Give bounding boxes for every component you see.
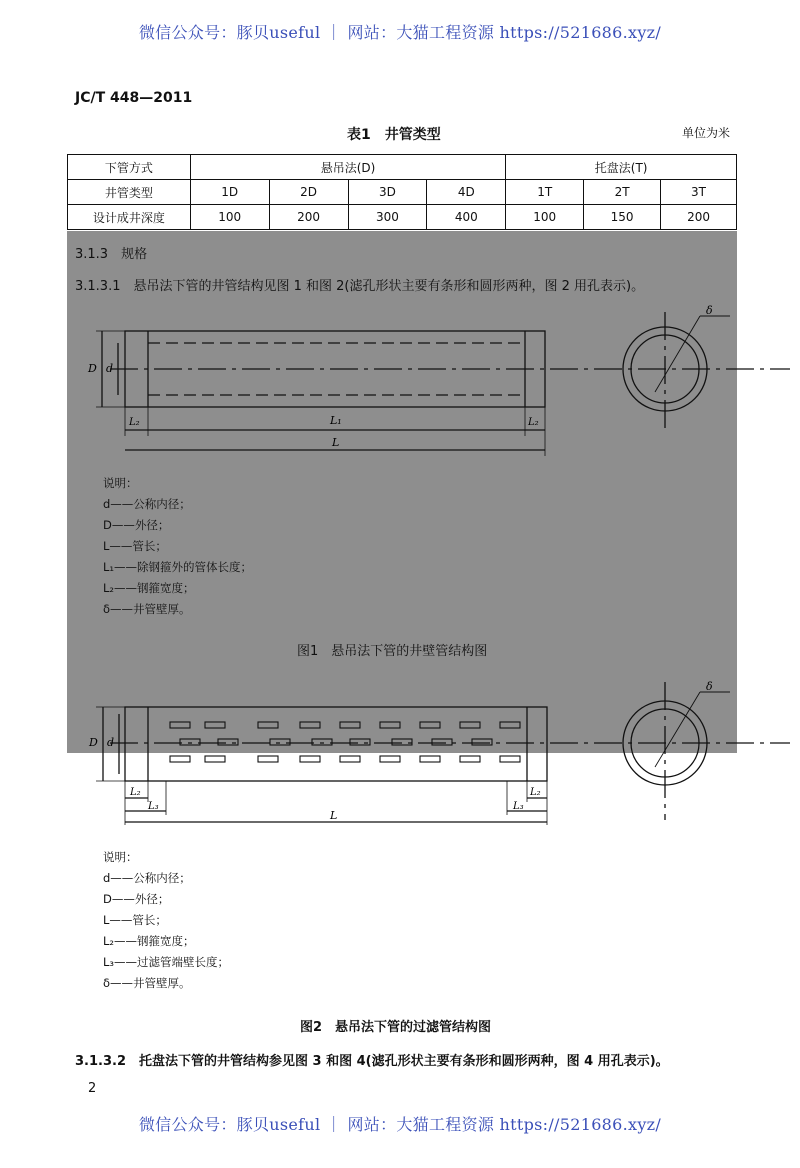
label-L1: L₁ [330,414,342,427]
table-cell: 100 [190,205,269,230]
table-cell: 200 [269,205,348,230]
filter-slot [460,756,480,762]
filter-slot [460,722,480,728]
note-line: L——管长； [103,913,167,927]
label-delta: δ [706,304,713,317]
filter-slot [205,722,225,728]
figure-2-notes [103,847,229,994]
table-cell: 100 [506,205,584,230]
filter-slot [420,756,440,762]
figure-2-drawing [0,670,800,835]
table-cell: 150 [584,205,661,230]
filter-slot [180,739,200,745]
filter-slot [170,756,190,762]
label-L2: L₂ [528,417,539,428]
note-line: 说明： [103,476,138,490]
note-line: L₂——钢箍宽度； [103,581,195,595]
section-3-1-3-1: 3.1.3.1 悬吊法下管的井管结构见图 1 和图 2(滤孔形状主要有条形和圆形两种，图 2 用孔表示)。 [75,279,645,294]
note-line: D——外径； [103,518,170,532]
filter-slot [350,739,370,745]
table-cell: 1D [190,180,269,205]
filter-slot [500,756,520,762]
table-cell: 2T [584,180,661,205]
filter-slot [380,722,400,728]
filter-slot [500,722,520,728]
filter-slot [380,756,400,762]
label-L3: L₃ [513,801,524,812]
note-line: L——管长； [103,539,167,553]
note-line: δ——井管壁厚。 [103,976,191,990]
page-number: 2 [88,1081,97,1096]
filter-slot-group [170,722,520,762]
table-cell: 1T [506,180,584,205]
filter-slot [340,756,360,762]
label-D: D [89,736,98,749]
section-3-1-3: 3.1.3 规格 [75,247,148,262]
row-label: 井管类型 [68,180,191,205]
filter-slot [300,756,320,762]
label-d: d [106,362,114,375]
filter-slot [472,739,492,745]
note-line: d——公称内径； [103,871,191,885]
label-d: d [107,736,115,749]
filter-slot [312,739,332,745]
table-row [68,205,737,230]
figure-1-notes [103,473,252,620]
watermark-top: 微信公众号：豚贝useful ｜ 网站：大猫工程资源 https://521686.xyz/ [138,23,662,42]
table-unit: 单位为米 [682,126,731,140]
filter-slot [205,756,225,762]
well-pipe-type-table [67,154,737,230]
table-cell: 3D [348,180,427,205]
filter-slot [258,722,278,728]
figure-1-drawing [0,300,800,460]
filter-slot [392,739,412,745]
filter-slot [300,722,320,728]
filter-slot [420,722,440,728]
label-L2: L₂ [129,417,140,428]
label-L3: L₃ [148,801,159,812]
figure-2-caption: 图2 悬吊法下管的过滤管结构图 [300,1020,492,1035]
label-L2: L₂ [530,787,541,798]
table-cell: 4D [427,180,506,205]
watermark-bottom: 微信公众号：豚贝useful ｜ 网站：大猫工程资源 https://521686.xyz/ [138,1115,662,1134]
filter-slot [170,722,190,728]
table-title: 表1 井管类型 [347,127,441,143]
note-line: δ——井管壁厚。 [103,602,191,616]
filter-slot [258,756,278,762]
filter-slot [218,739,238,745]
note-line: d——公称内径； [103,497,191,511]
pipe-outline [125,707,547,781]
label-D: D [88,362,97,375]
standard-code: JC/T 448—2011 [75,90,193,106]
figure-1-caption: 图1 悬吊法下管的井壁管结构图 [297,644,488,659]
note-line: D——外径； [103,892,170,906]
table-cell: 200 [661,205,737,230]
table-cell: 400 [427,205,506,230]
label-L: L [332,436,340,449]
note-line: 说明： [103,850,138,864]
table-row [68,155,737,180]
filter-slot [270,739,290,745]
note-line: L₂——钢箍宽度； [103,934,195,948]
filter-slot [340,722,360,728]
label-L2: L₂ [130,787,141,798]
row-label: 下管方式 [68,155,191,180]
table-row [68,180,737,205]
table-cell: 300 [348,205,427,230]
table-cell: 2D [269,180,348,205]
section-3-1-3-2: 3.1.3.2 托盘法下管的井管结构参见图 3 和图 4(滤孔形状主要有条形和圆形两种，图 4 用孔表示)。 [75,1054,669,1069]
label-L: L [330,809,338,822]
method-header: 悬吊法(D) [190,155,506,180]
label-delta: δ [706,680,713,693]
note-line: L₃——过滤管端壁长度； [103,955,230,969]
filter-slot [432,739,452,745]
note-line: L₁——除钢箍外的管体长度； [103,560,253,574]
row-label: 设计成井深度 [68,205,191,230]
table-cell: 3T [661,180,737,205]
method-header: 托盘法(T) [506,155,737,180]
